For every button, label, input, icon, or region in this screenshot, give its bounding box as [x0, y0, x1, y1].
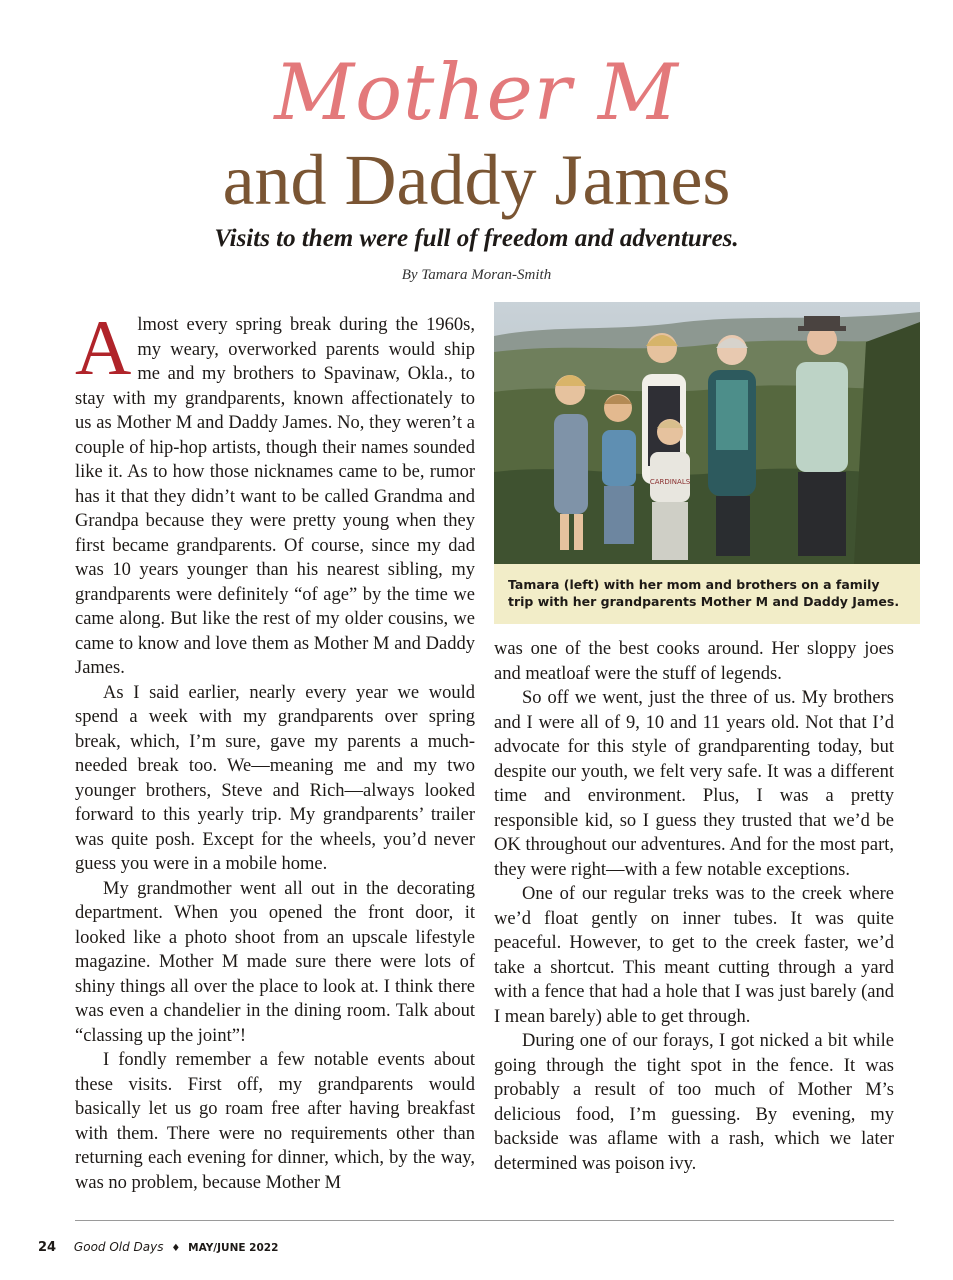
paragraph-2: As I said earlier, nearly every year we would spend a week with my grandparents over spring break, which, I’m sure, gave my parents a much-needed break too. We—meaning me and my two younger brothers, Steve and Rich—always looked forward to this yearly trip. My grandparents’ trailer was quite posh. Except for the wheels, you’d never guess you were in a mobile home.	[75, 682, 475, 874]
photo-figure	[494, 302, 920, 624]
paragraph-6: One of our regular treks was to the creek where we’d float gently on inner tubes. It was quite peaceful. However, to get to the creek faster, we’d take a shortcut. This meant cutting through a yard with a fence that had a hole that I was just barely (and I mean barely) able to get through.	[494, 884, 894, 1027]
paragraph-5: So off we went, just the three of us. My brothers and I were all of 9, 10 and 11 years old. Not that I’d advocate for this style of grandparenting today, but despite our youth, we felt very safe. It was a different time and environment. Plus, I was a pretty responsible kid, so I guess they trusted that we’d be OK throughout our adventures. And for the most part, they were right—with a few notable exceptions.	[494, 688, 894, 880]
issue-date: MAY/JUNE 2022	[188, 1242, 279, 1254]
page-number: 24	[38, 1240, 57, 1255]
paragraph-7: During one of our forays, I got nicked a bit while going through the tight spot in the fence. It was probably a result of too much of Mother M’s delicious food, I’m guessing. By evening, my backside was aflame with a rash, which we later determined was poison ivy.	[494, 1031, 894, 1174]
byline: By Tamara Moran-Smith	[401, 267, 552, 283]
diamond-icon: ♦	[171, 1243, 181, 1254]
drop-cap: A	[75, 304, 132, 391]
footer-rule	[75, 1220, 894, 1221]
paragraph-1	[75, 304, 475, 681]
photo-caption: Tamara (left) with her mom and brothers on a family trip with her grandparents Mother M and Daddy James.	[508, 577, 900, 609]
magazine-name: Good Old Days	[73, 1240, 164, 1254]
page-footer	[38, 1238, 278, 1256]
title-line-1: Mother M	[274, 48, 679, 138]
paragraph-1-text: lmost every spring break during the 1960s, my weary, overworked parents would ship me and my brothers to Spavinaw, Okla., to stay with my grandparents, known affectionately to us as Mother M and Daddy James. No, they weren’t a couple of hip-hop artists, though their names sounded like it. As to how those nicknames came to be, rumor has it that they didn’t want to be called Grandma and Grandpa because they were pretty young when they first became grandparents. Of course, since my dad was 10 years younger than his nearest sibling, my grandparents were definitely “of age” by the time we came along. But like the rest of my older cousins, we came to know and love them as Mother M and Daddy James.	[75, 315, 475, 678]
paragraph-3: My grandmother went all out in the decorating department. When you opened the front door, it looked like a photo shoot from an upscale lifestyle magazine. Mother M made sure there were lots of shiny things all over the place to look at. I think there was even a chandelier in the dining room. Talk about “classing up the joint”!	[75, 878, 475, 1046]
shirt-text: CARDINALS	[649, 478, 691, 486]
article-column-left	[75, 304, 475, 1195]
paragraph-4: I fondly remember a few notable events about these visits. First off, my grandparents would basically let us go roam free after having breakfast with them. There were no requirements other than returning each evening for dinner, which, by the way, was no problem, because Mother M	[75, 1050, 475, 1193]
article-column-right	[494, 637, 894, 1176]
subtitle: Visits to them were full of freedom and adventures.	[214, 225, 739, 252]
title-line-2: and Daddy James	[222, 140, 731, 220]
paragraph-4-continued: was one of the best cooks around. Her sloppy joes and meatloaf were the stuff of legends.	[494, 639, 894, 684]
family-photo	[494, 302, 920, 564]
